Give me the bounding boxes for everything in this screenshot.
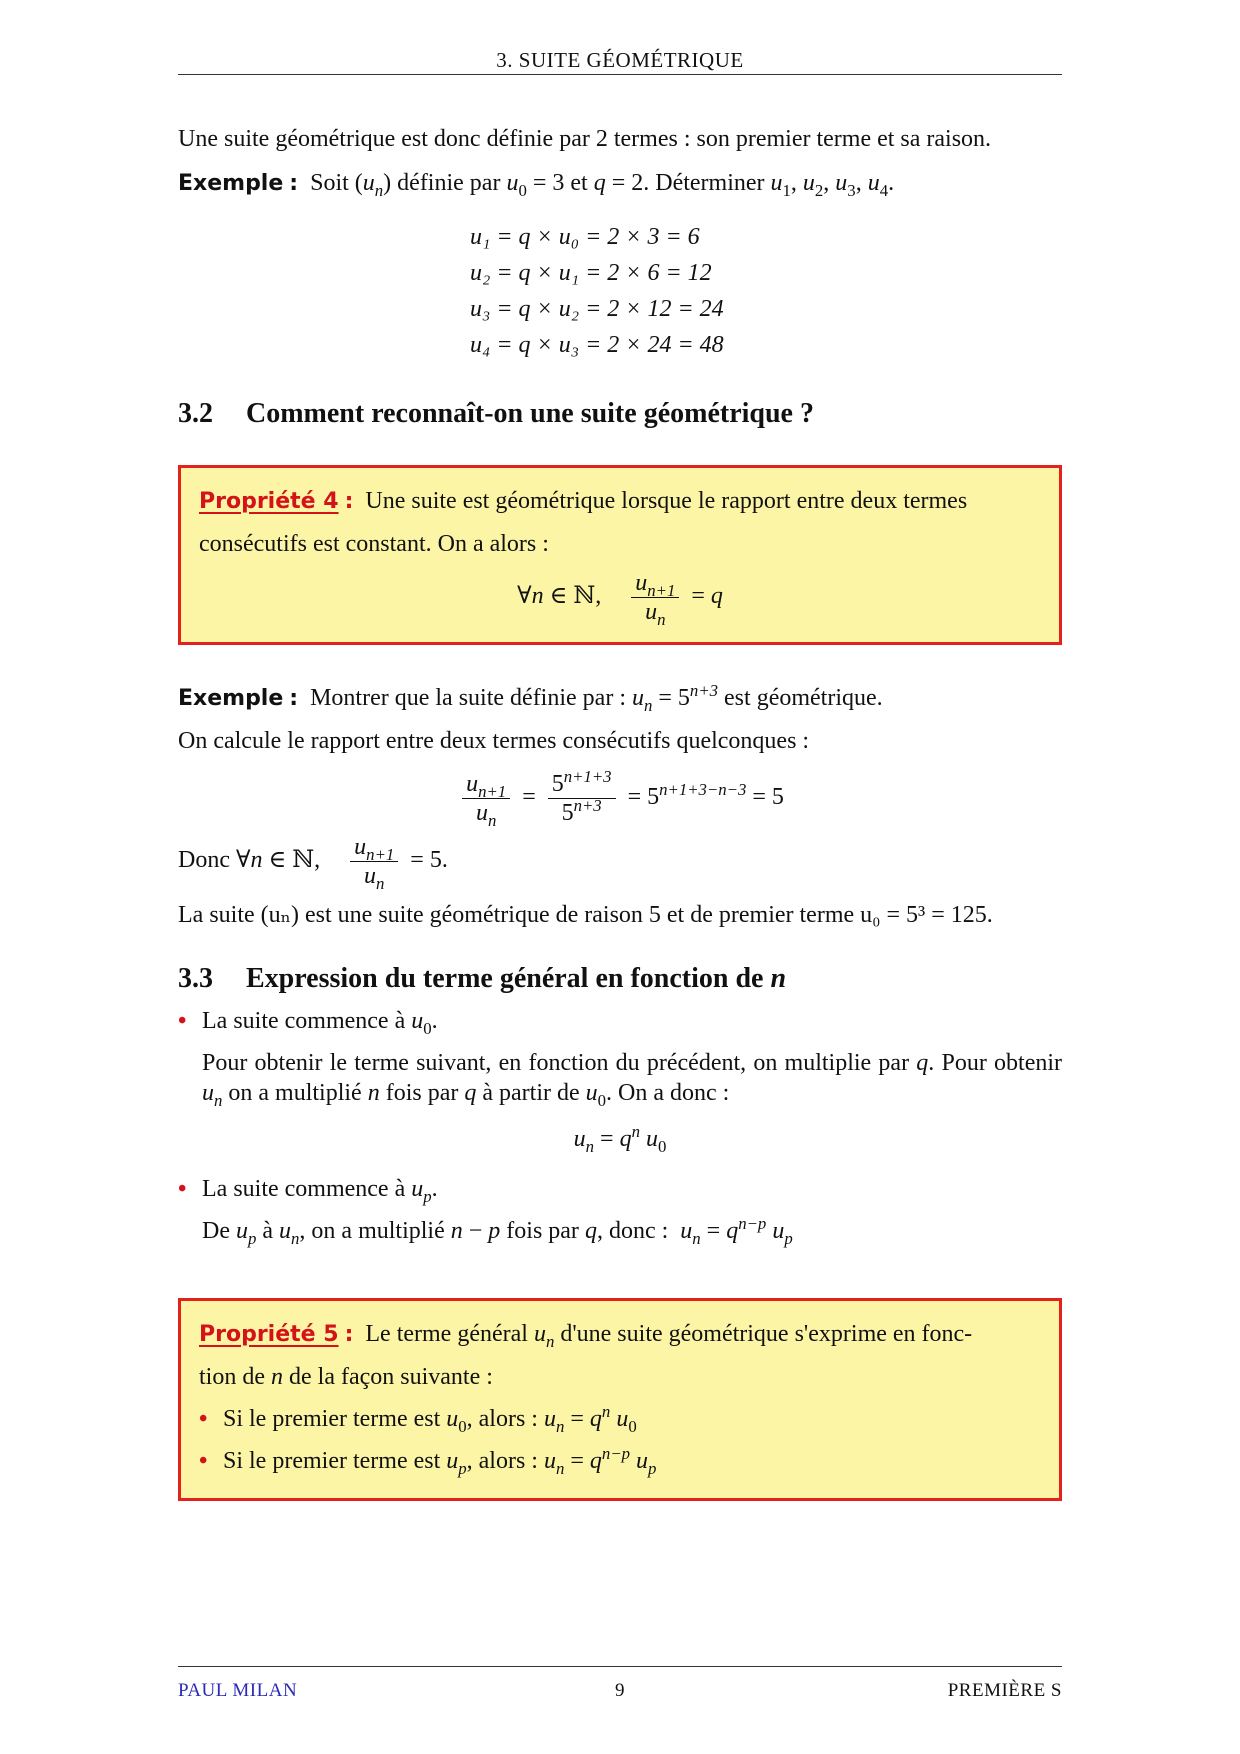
property-5-text: Propriété 5 : Le terme général $u_n$ d'une suite géométrique s'exprime en fonc- — [199, 1321, 973, 1351]
equation-line: u₄ = q × u₃ = 2 × 24 = 48 — [470, 332, 724, 358]
example1-statement: Exemple : Soit $(u_n)$ définie par $u_0 = 3$ et q = 2. Déterminer $u_1$, $u_2$, $u_3$, $u_4$. — [178, 170, 895, 200]
equation-line: u₁ = q × u₀ = 2 × 3 = 6 — [470, 224, 700, 250]
example2-statement: Exemple : Montrer que la suite définie par : $u_n = 5^{n+3}$ est géométrique. — [178, 681, 883, 715]
list-item: • Si le premier terme est $u_p$, alors : $u_n = q^{n-p}$ $u_p$ — [199, 1440, 1041, 1482]
footer-level: PREMIÈRE S — [947, 1680, 1062, 1701]
bullet-icon: • — [199, 1406, 208, 1432]
case2-explanation: De $u_p$ à $u_n$, on a multiplié n − p fois par q, donc : $u_n = q^{n-p}$ $u_p$ — [202, 1214, 793, 1248]
property-4-formula: ∀n ∈ ℕ, $\frac{u_{n+1}}{u_n}$ = q — [517, 570, 723, 629]
list-item: • La suite commence à $u_0$. — [178, 1008, 438, 1038]
header-rule — [178, 74, 1062, 75]
bullet-icon: • — [178, 1176, 187, 1202]
case1-formula: $u_n = q^n$ $u_0$ — [573, 1122, 667, 1156]
list-item: • La suite commence à $u_p$. — [178, 1176, 438, 1206]
property-4-text: Propriété 4 : Une suite est géométrique lorsque le rapport entre deux termes — [199, 488, 968, 514]
intro-paragraph: Une suite géométrique est donc définie par 2 termes : son premier terme et sa raison. — [178, 126, 992, 152]
section-heading-3-2: 3.2 Comment reconnaît-on une suite géométrique ? — [178, 398, 814, 429]
equation-line: u₂ = q × u₁ = 2 × 6 = 12 — [470, 260, 712, 286]
case1-explanation: Pour obtenir le terme suivant, en fonction du précédent, on multiplie par q. Pour obtenir $u_n$ on a multiplié n fois par q à partir de $u_0$. On a donc : — [202, 1050, 1063, 1110]
property-4-box: Propriété 4 : Une suite est géométrique lorsque le rapport entre deux termes consécutifs est constant. On a alors : ∀n ∈ ℕ, $\frac{u_{n+1}}{u_n}$ = q — [178, 465, 1062, 645]
example2-conclusion: La suite (uₙ) est une suite géométrique de raison 5 et de premier terme u₀ = 5³ = 125. — [178, 902, 993, 928]
footer-author: PAUL MILAN — [178, 1680, 298, 1701]
page-number: 9 — [615, 1680, 625, 1701]
main-content — [178, 124, 1062, 1501]
list-item: • Si le premier terme est $u_0$, alors : $u_n = q^n$ $u_0$ — [199, 1398, 1041, 1440]
equation-line: u₃ = q × u₂ = 2 × 12 = 24 — [470, 296, 724, 322]
bullet-icon: • — [199, 1448, 208, 1474]
property-label: Propriété 5 — [199, 1322, 339, 1347]
footer-rule — [178, 1666, 1062, 1667]
property-label: Propriété 4 — [199, 489, 339, 514]
example-label: Exemple — [178, 686, 284, 711]
bullet-icon: • — [178, 1008, 187, 1034]
running-header: 3. SUITE GÉOMÉTRIQUE — [496, 48, 744, 72]
example2-donc: Donc ∀n ∈ ℕ, $\frac{u_{n+1}}{u_n}$ = 5. — [178, 834, 448, 893]
property-5-box: Propriété 5 : Le terme général $u_n$ d'une suite géométrique s'exprime en fonc- tion de n de la façon suivante : • Si le premier terme est $u_0$, alors : $u_n = q^n$ $u_0$ • Si le premier terme est $u_p$, alors : $u_n = q^{n-p}$ $u_p$ — [178, 1298, 1062, 1501]
example-label: Exemple — [178, 171, 284, 196]
example2-calc-text: On calcule le rapport entre deux termes consécutifs quelconques : — [178, 728, 810, 754]
example1-equations — [470, 219, 770, 363]
section-heading-3-3: 3.3 Expression du terme général en fonction de n — [178, 963, 787, 994]
example2-ratio-formula: $\frac{u_{n+1}}{u_n}$ = $\frac{5^{n+1+3}}{5^{n+3}}$ = $5^{n+1+3-n-3} = 5$ — [178, 770, 1062, 827]
